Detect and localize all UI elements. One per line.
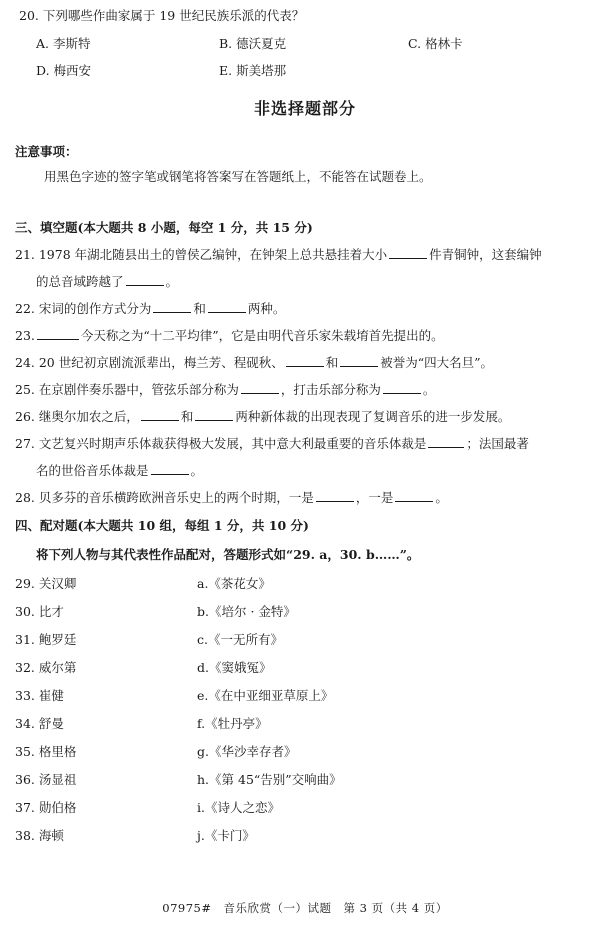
q25 (15, 381, 435, 399)
pair-left-36: 36. 汤显祖 (15, 772, 77, 787)
pair-right-h: h.《第 45“告别”交响曲》 (197, 772, 342, 787)
answer-blank[interactable] (151, 462, 189, 475)
q24-text-a: 24. 20 世纪初京剧流派辈出，梅兰芳、程砚秋、 (15, 355, 284, 370)
pair-left-31: 31. 鲍罗廷 (15, 632, 77, 647)
q24 (15, 354, 493, 372)
q22-text-a: 22. 宋词的创作方式分为 (15, 301, 152, 316)
answer-blank[interactable] (195, 408, 233, 421)
pair-left-32: 32. 威尔第 (15, 660, 77, 675)
pair-right-g: g.《华沙幸存者》 (197, 744, 297, 759)
q20-option-e: E. 斯美塔那 (219, 63, 287, 78)
q24-text-b: 和 (325, 355, 339, 370)
q21-text-a: 21. 1978 年湖北随县出土的曾侯乙编钟，在钟架上总共悬挂着大小 (15, 247, 388, 262)
q21-text-b: 件青铜钟，这套编钟 (429, 247, 542, 262)
answer-blank[interactable] (241, 381, 279, 394)
q27-text-c: 名的世俗音乐体裁是 (36, 463, 149, 478)
q20-option-b: B. 德沃夏克 (219, 36, 287, 51)
section-title: 非选择题部分 (253, 99, 356, 118)
q24-text-c: 被誉为“四大名旦”。 (380, 355, 494, 370)
q22-text-c: 两种。 (247, 301, 286, 316)
answer-blank[interactable] (286, 354, 324, 367)
q25-text-c: 。 (422, 382, 436, 397)
answer-blank[interactable] (340, 354, 378, 367)
q21-text-c: 的总音域跨越了 (36, 274, 124, 289)
answer-blank[interactable] (126, 273, 164, 286)
pair-left-35: 35. 格里格 (15, 744, 77, 759)
part4-instruction: 将下列人物与其代表性作品配对，答题形式如“29. a，30. b……”。 (36, 547, 420, 562)
q22 (15, 300, 285, 318)
q21-line2 (36, 273, 178, 291)
pair-left-37: 37. 勋伯格 (15, 800, 77, 815)
pair-left-33: 33. 崔健 (15, 688, 64, 703)
answer-blank[interactable] (141, 408, 179, 421)
answer-blank[interactable] (428, 435, 464, 448)
answer-blank[interactable] (316, 489, 354, 502)
answer-blank[interactable] (153, 300, 191, 313)
q27-line1 (15, 435, 529, 453)
q21-line1 (15, 246, 542, 264)
q26-text-c: 两种新体裁的出现表现了复调音乐的进一步发展。 (235, 409, 511, 424)
q20-option-a: A. 李斯特 (36, 36, 91, 51)
pair-left-34: 34. 舒曼 (15, 716, 64, 731)
answer-blank[interactable] (37, 327, 79, 340)
q20-option-c: C. 格林卡 (408, 36, 463, 51)
q23-text-b: 今天称之为“十二平均律”，它是由明代音乐家朱载堉首先提出的。 (80, 328, 444, 343)
answer-blank[interactable] (389, 246, 427, 259)
pair-right-c: c.《一无所有》 (197, 632, 283, 647)
pair-right-i: i.《诗人之恋》 (197, 800, 280, 815)
q28-text-b: ，一是 (355, 490, 394, 505)
part3-heading: 三、填空题(本大题共 8 小题，每空 1 分，共 15 分) (15, 220, 313, 235)
q26-text-a: 26. 继奥尔加农之后， (15, 409, 139, 424)
pair-right-e: e.《在中亚细亚草原上》 (197, 688, 334, 703)
q28-text-a: 28. 贝多芬的音乐横跨欧洲音乐史上的两个时期，一是 (15, 490, 314, 505)
pair-left-30: 30. 比才 (15, 604, 64, 619)
pair-right-a: a.《茶花女》 (197, 576, 271, 591)
page-footer: 07975# 音乐欣赏（一）试题 第 3 页（共 4 页） (162, 901, 448, 915)
answer-blank[interactable] (383, 381, 421, 394)
q23-text-a: 23. (15, 328, 35, 343)
q26 (15, 408, 510, 426)
q28-text-c: 。 (435, 490, 448, 505)
pair-right-j: j.《卡门》 (197, 828, 255, 843)
pair-right-b: b.《培尔 · 金特》 (197, 604, 296, 619)
q27-text-b: ；法国最著 (466, 436, 529, 451)
pair-right-d: d.《窦娥冤》 (197, 660, 272, 675)
q25-text-b: ，打击乐部分称为 (280, 382, 381, 397)
q27-text-a: 27. 文艺复兴时期声乐体裁获得极大发展，其中意大利最重要的音乐体裁是 (15, 436, 427, 451)
answer-blank[interactable] (208, 300, 246, 313)
q25-text-a: 25. 在京剧伴奏乐器中，管弦乐部分称为 (15, 382, 239, 397)
part4-heading: 四、配对题(本大题共 10 组，每组 1 分，共 10 分) (15, 518, 309, 533)
notice-heading: 注意事项： (15, 144, 78, 159)
pair-right-f: f.《牡丹亭》 (197, 716, 268, 731)
q27-text-d: 。 (190, 463, 204, 478)
pair-left-29: 29. 关汉卿 (15, 576, 77, 591)
q28 (15, 489, 448, 507)
q23 (15, 327, 444, 345)
answer-blank[interactable] (395, 489, 433, 502)
q20-stem: 20. 下列哪些作曲家属于 19 世纪民族乐派的代表？ (19, 8, 305, 23)
q26-text-b: 和 (180, 409, 194, 424)
q21-text-d: 。 (165, 274, 179, 289)
q27-line2 (36, 462, 203, 480)
pair-left-38: 38. 海顿 (15, 828, 64, 843)
notice-text: 用黑色字迹的签字笔或钢笔将答案写在答题纸上，不能答在试题卷上。 (44, 169, 432, 184)
q20-option-d: D. 梅西安 (36, 63, 92, 78)
q22-text-b: 和 (193, 301, 206, 316)
